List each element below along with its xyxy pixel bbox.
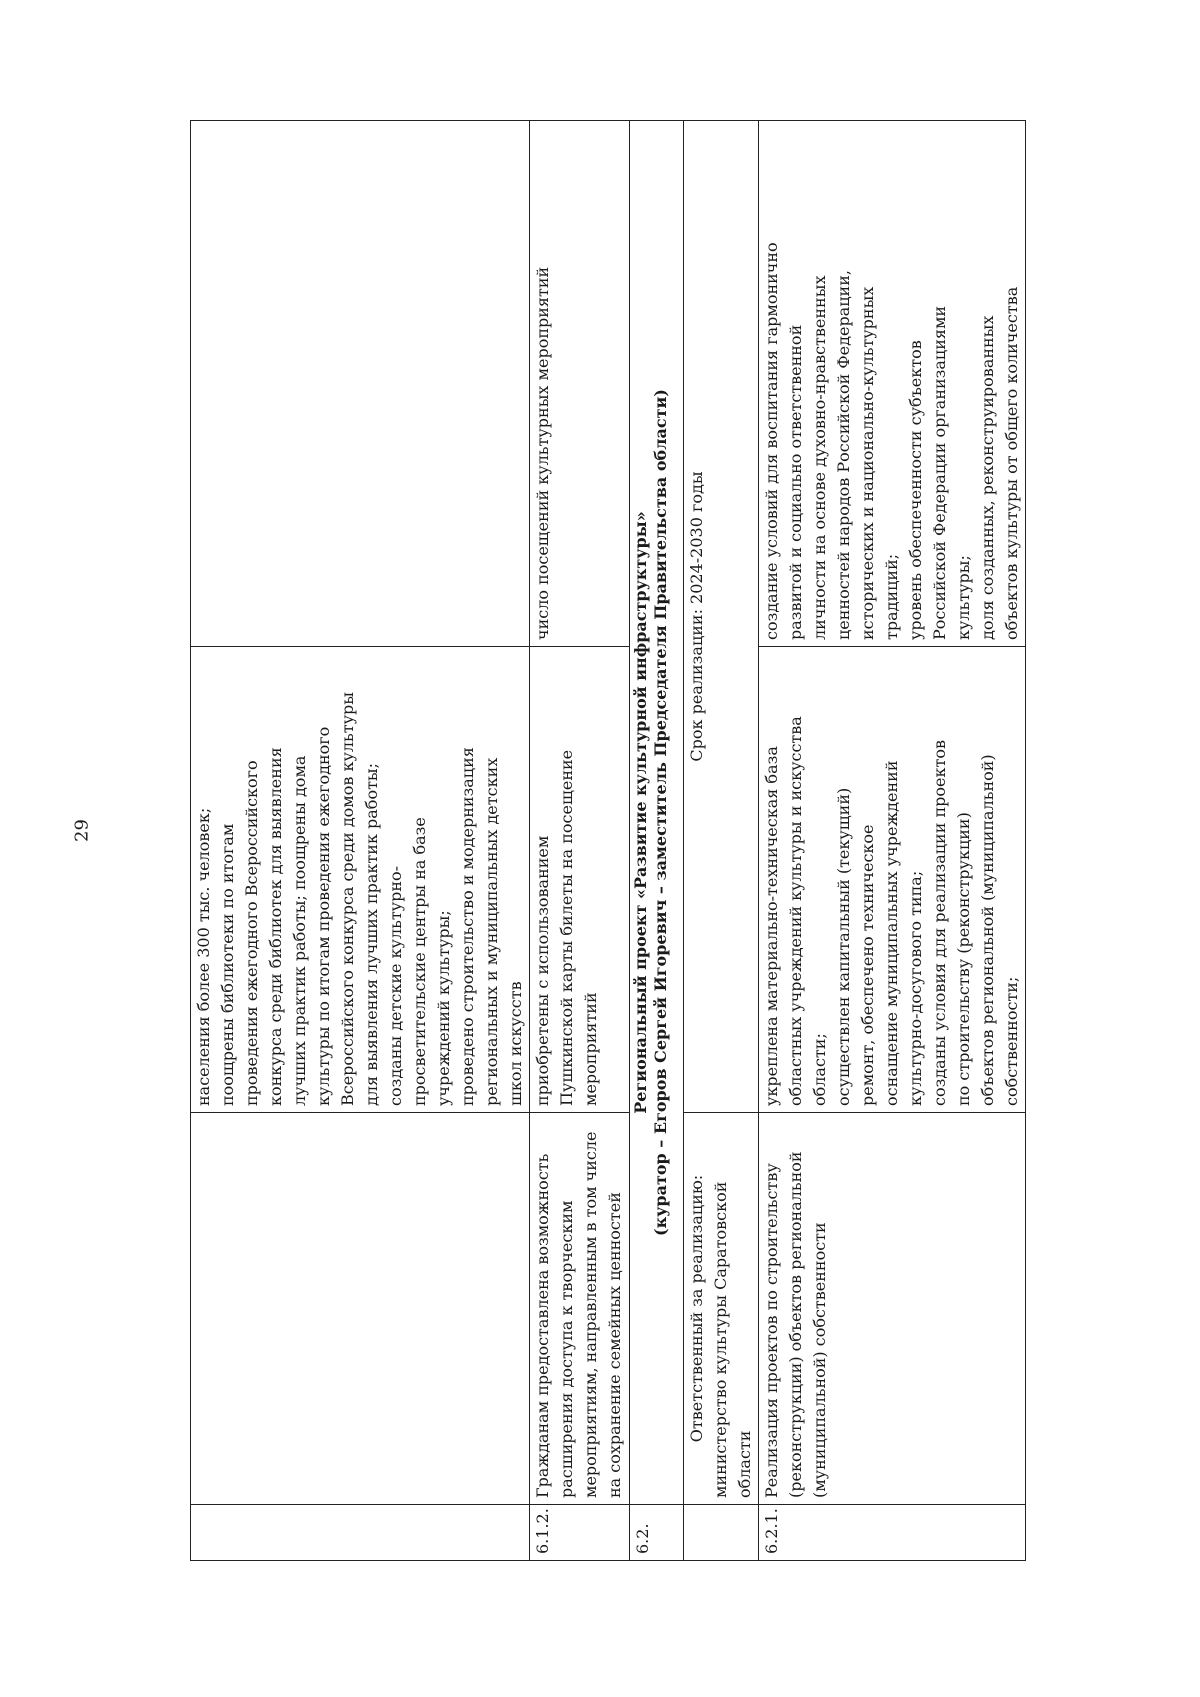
indicator-lines	[531, 127, 555, 640]
cell-num: 6.2.1.	[759, 1505, 1026, 1561]
cell-period: Срок реализации: 2024-2030 годы	[684, 121, 759, 1113]
text-line: оснащение муниципальных учреждений	[882, 760, 901, 1106]
text-line: доля созданных, реконструированных	[978, 315, 997, 640]
text-line: личности на основе духовно-нравственных	[810, 275, 829, 640]
cell-num	[191, 1505, 530, 1561]
table-row-6-1-2	[530, 121, 630, 1561]
text-line: просветительские центры на базе	[410, 817, 429, 1106]
responsible-label: Ответственный за реализацию:	[687, 1174, 706, 1443]
cell-indicators	[191, 121, 530, 647]
cell-results	[191, 647, 530, 1113]
text-line: традиций;	[882, 553, 901, 640]
text-line: проведено строительство и модернизация	[458, 747, 477, 1106]
text-line: населения более 300 тыс. человек;	[194, 807, 213, 1106]
text-line: уровень обеспеченности субъектов	[906, 340, 925, 640]
table-row-6-2-1	[759, 121, 1026, 1561]
table-row-6-2	[630, 121, 684, 1561]
text-line: конкурса среди библиотек для выявления	[266, 747, 285, 1106]
text-line: Российской Федерации организациями	[930, 305, 949, 640]
text-line: Всероссийского конкурса среди домов культуры	[338, 691, 357, 1106]
text-line: Гражданам предоставлена возможность	[533, 1153, 552, 1498]
cell-task	[191, 1113, 530, 1505]
program-table	[190, 120, 1026, 1561]
text-line: создание условий для воспитания гармонично	[762, 242, 781, 640]
rotated-table-container	[190, 121, 1021, 1561]
cell-project-title	[630, 121, 684, 1505]
text-line: развитой и социально ответственной	[786, 324, 805, 640]
project-title: Региональный проект «Развитие культурной инфраструктуры»	[631, 511, 650, 1114]
text-line: расширения доступа к творческим	[557, 1200, 576, 1498]
cell-num: 6.1.2.	[530, 1505, 630, 1561]
text-line: собственности;	[1002, 976, 1021, 1106]
text-line: укреплена материально-техническая база	[762, 746, 781, 1106]
page-number: 29	[71, 819, 93, 842]
cell-indicators	[759, 121, 1026, 647]
cell-indicators	[530, 121, 630, 647]
cell-results	[759, 647, 1026, 1113]
text-line: приобретены с использованием	[533, 835, 552, 1106]
text-line: исторических и национально-культурных	[858, 286, 877, 640]
text-line: объектов региональной (муниципальной)	[978, 754, 997, 1106]
table-row-responsible	[684, 121, 759, 1561]
cell-num: 6.2.	[630, 1505, 684, 1561]
text-line: ценностей народов Российской Федерации,	[834, 270, 853, 640]
text-line: культурно-досугового типа;	[906, 870, 925, 1106]
text-line: на сохранение семейных ценностей	[605, 1192, 624, 1498]
text-line: областных учреждений культуры и искусства	[786, 716, 805, 1106]
text-line: созданы детские культурно-	[386, 865, 405, 1106]
project-curator: (куратор – Егоров Сергей Игоревич – заместитель Председателя Правительства области)	[651, 389, 670, 1236]
text-line: поощрены библиотеки по итогам	[218, 823, 237, 1106]
results-lines	[760, 653, 1024, 1106]
results-lines	[531, 653, 603, 1106]
text-line: лучших практик работы; поощрены дома	[290, 755, 309, 1106]
text-line: для выявления лучших практик работы;	[362, 762, 381, 1106]
text-line: число посещений культурных мероприятий	[533, 266, 552, 640]
cell-task	[530, 1113, 630, 1505]
text-line: осуществлен капитальный (текущий)	[834, 787, 853, 1106]
cell-num	[684, 1505, 759, 1561]
text-line: проведения ежегодного Всероссийского	[242, 760, 261, 1106]
text-line: мероприятиям, направленным в том числе	[581, 1131, 600, 1498]
results-lines	[192, 653, 528, 1106]
text-line: (реконструкции) объектов региональной	[786, 1151, 805, 1498]
text-line: школ искусств	[506, 981, 525, 1106]
responsible-value: министерство культуры Саратовской области	[711, 1181, 754, 1498]
text-line: культуры;	[954, 555, 973, 640]
indicator-lines	[760, 127, 1024, 640]
table-row-continued	[191, 121, 530, 1561]
text-line: региональных и муниципальных детских	[482, 757, 501, 1106]
cell-results	[530, 647, 630, 1113]
text-line: ремонт, обеспечено техническое	[858, 824, 877, 1106]
text-line: объектов культуры от общего количества	[1002, 286, 1021, 640]
task-lines	[760, 1119, 832, 1498]
task-lines	[531, 1119, 627, 1498]
cell-task	[759, 1113, 1026, 1505]
text-line: созданы условия для реализации проектов	[930, 740, 949, 1106]
text-line: мероприятий	[581, 992, 600, 1106]
text-line: по строительству (реконструкции)	[954, 812, 973, 1106]
text-line: (муниципальной) собственности	[810, 1222, 829, 1498]
text-line: учреждений культуры;	[434, 910, 453, 1106]
text-line: культуры по итогам проведения ежегодного	[314, 726, 333, 1106]
cell-responsible	[684, 1113, 759, 1505]
text-line: области;	[810, 1033, 829, 1106]
text-line: Реализация проектов по строительству	[762, 1163, 781, 1498]
text-line: Пушкинской карты билеты на посещение	[557, 749, 576, 1106]
